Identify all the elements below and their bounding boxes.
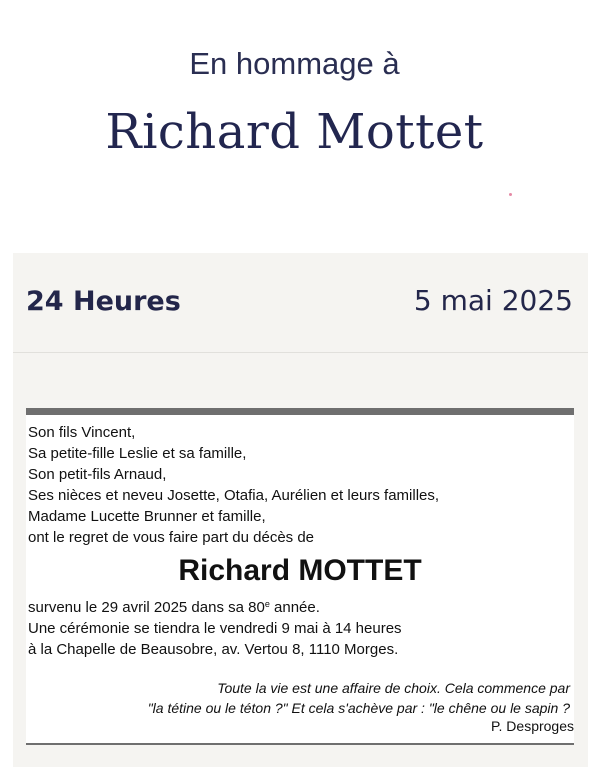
- death-prefix: survenu le 29 avril 2025 dans sa 80: [28, 599, 265, 616]
- ceremony-line: Une cérémonie se tiendra le vendredi 9 mai à 14 heures: [28, 620, 402, 637]
- notice-deceased-name: Richard MOTTET: [178, 554, 422, 587]
- quote-line: "la tétine ou le téton ?" Et cela s'achève par : "le chêne ou le sapin ?: [147, 700, 570, 716]
- family-line: Sa petite-fille Leslie et sa famille,: [28, 445, 247, 462]
- quote: [148, 678, 570, 718]
- family-line: Ses nièces et neveu Josette, Otafia, Aurélien et leurs familles,: [28, 487, 440, 504]
- quote-line: Toute la vie est une affaire de choix. Cela commence par: [217, 680, 570, 696]
- ordinal-suffix: e: [264, 599, 270, 609]
- ceremony-line: à la Chapelle de Beausobre, av. Vertou 8, 1110 Morges.: [28, 641, 399, 658]
- deceased-name-title: Richard Mottet: [105, 104, 484, 160]
- tribute-heading: En hommage à: [189, 46, 400, 81]
- death-details: [28, 597, 402, 660]
- family-list: [28, 422, 439, 548]
- family-line: Son petit-fils Arnaud,: [28, 466, 167, 483]
- publication-date: 5 mai 2025: [413, 284, 573, 317]
- death-line: [28, 597, 402, 618]
- family-line: Madame Lucette Brunner et famille,: [28, 508, 266, 525]
- newspaper-name: 24 Heures: [26, 286, 181, 317]
- decorative-dot: [509, 193, 512, 196]
- card-divider: [13, 352, 588, 353]
- notice-top-rule: [26, 408, 574, 415]
- death-suffix: année.: [269, 599, 320, 616]
- family-line: Son fils Vincent,: [28, 424, 136, 441]
- notice-bottom-rule: [26, 743, 574, 745]
- family-line: ont le regret de vous faire part du décès de: [28, 529, 315, 546]
- quote-author: P. Desproges: [490, 718, 574, 734]
